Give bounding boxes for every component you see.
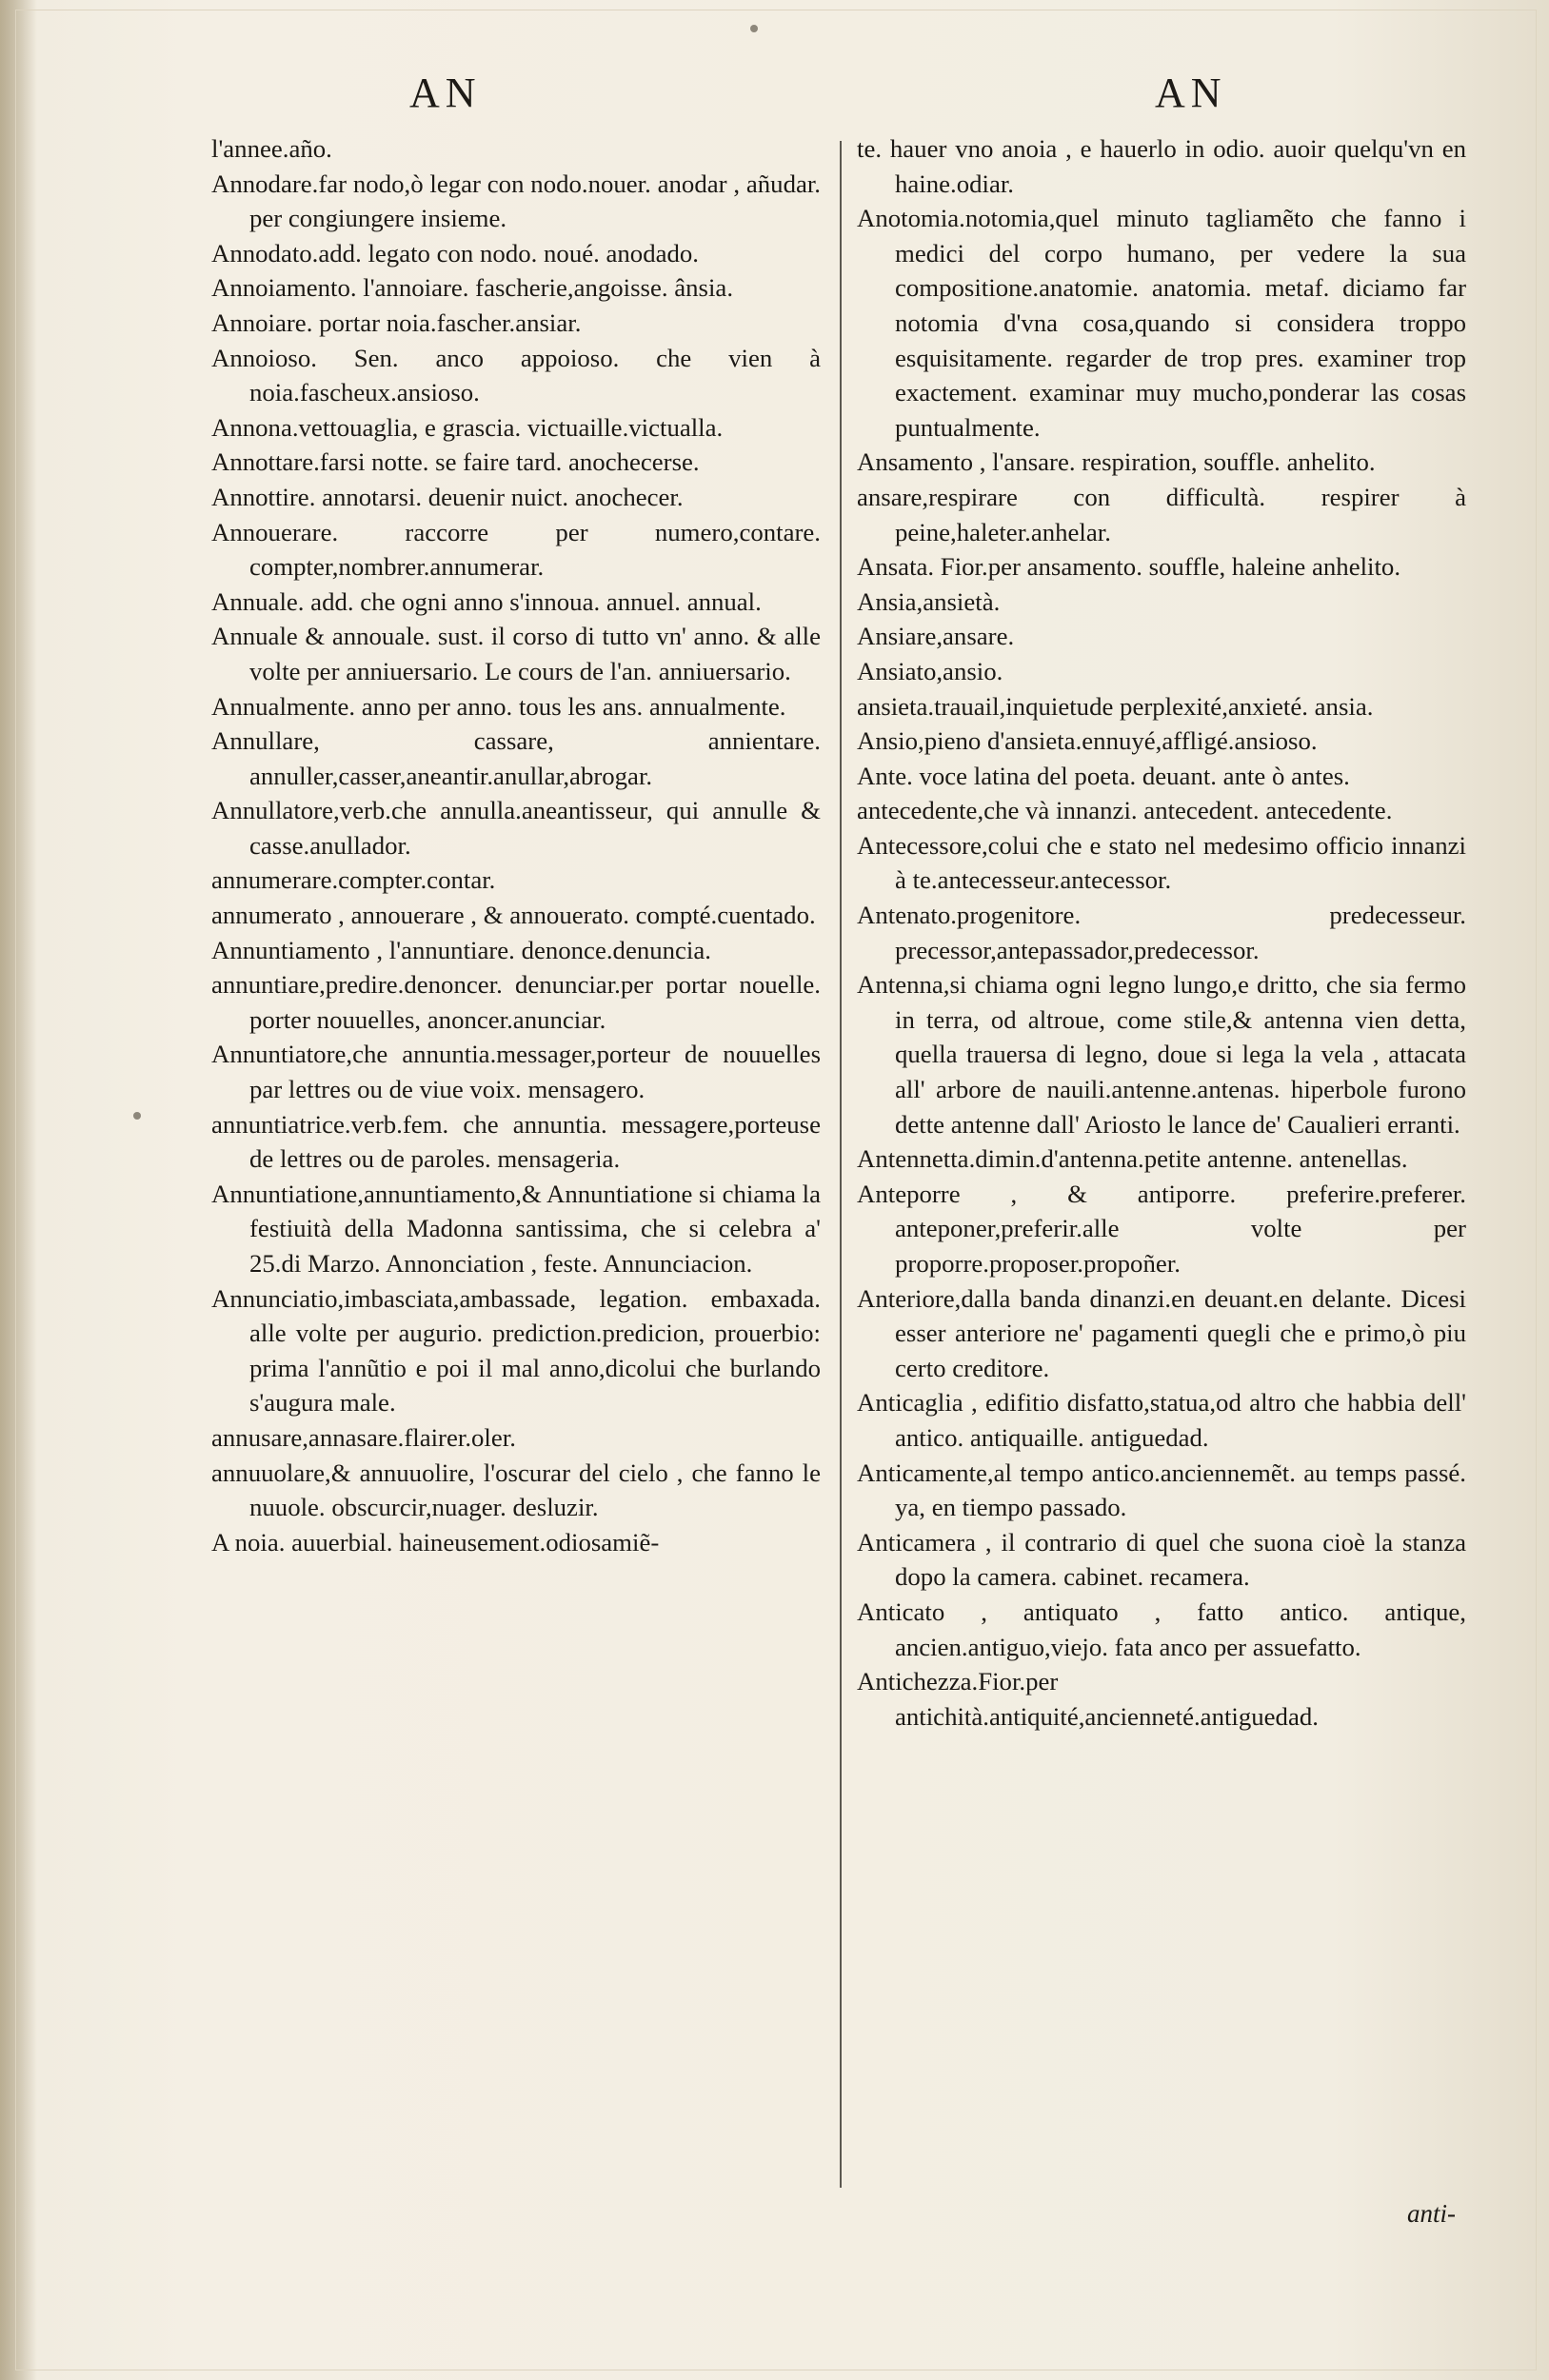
entry: Annullatore,verb.che annulla.aneantisseur, qui annulle & casse.anullador. [211,796,821,860]
entry: Antichezza.Fior.per antichità.antiquité,ancienneté.antiguedad. [857,1667,1319,1731]
entry: Annottare.farsi notte. se faire tard. anochecerse. [211,447,700,477]
entry: Ansio,pieno d'ansieta.ennuyé,affligé.ansioso. [857,726,1318,756]
entry: Antenato.progenitore. predecesseur. precessor,antepassador,predecessor. [857,901,1466,964]
entry: Anticaglia , edifitio disfatto,statua,od altro che habbia dell' antico. antiquaille. antiguedad. [857,1388,1466,1452]
entry: Annullare, cassare, annientare. annuller,casser,aneantir.anullar,abrogar. [211,726,821,790]
entry: Annodato.add. legato con nodo. noué. anodado. [211,238,699,268]
entry: Annodare.far nodo,ò legar con nodo.nouer. anodar , añudar. per congiungere insieme. [211,169,821,233]
entry: Anticamente,al tempo antico.anciennemẽt. au temps passé. ya, en tiempo passado. [857,1458,1466,1522]
entry: Ansiato,ansio. [857,656,1003,685]
entry: Annuntiamento , l'annuntiare. denonce.denuncia. [211,935,711,964]
entry: Antecessore,colui che e stato nel medesimo officio innanzi à te.antecesseur.antecessor. [857,830,1466,895]
left-column [211,131,821,1559]
entry: Anticato , antiquato , fatto antico. antique, ancien.antiguo,viejo. fata anco per assuefatto. [857,1597,1466,1661]
entry: annuntiare,predire.denoncer. denunciar.per portar nouelle. porter nouuelles, anoncer.anunciar. [211,970,821,1034]
entry: Annoioso. Sen. anco appoioso. che vien à noia.fascheux.ansioso. [211,343,821,407]
entry: Anteriore,dalla banda dinanzi.en deuant.en delante. Dicesi esser anteriore ne' pagamenti quegli che e primo,ò piu certo creditore. [857,1283,1466,1382]
entry: Annuntiatione,annuntiamento,& Annuntiatione si chiama la festiuità della Madonna santissima, che si celebra a' 25.di Marzo. Annonciation , feste. Annunciacion. [211,1179,822,1278]
entry: Ansamento , l'ansare. respiration, souffle. anhelito. [857,447,1376,477]
entry: Annottire. annotarsi. deuenir nuict. anochecer. [211,482,684,511]
entry: Ansiare,ansare. [857,622,1015,651]
entry: Anticamera , il contrario di quel che suona cioè la stanza dopo la camera. cabinet. recamera. [857,1527,1466,1592]
entry: annumerare.compter.contar. [211,865,496,895]
entry: annuntiatrice.verb.fem. che annuntia. messagere,porteuse de lettres ou de paroles. mensageria. [211,1109,821,1174]
entry: Annona.vettouaglia, e grascia. victuaille.victualla. [211,412,724,442]
entry: Ante. voce latina del poeta. deuant. ante ò antes. [857,761,1350,790]
running-head-left: AN [409,69,482,116]
entry: Ansata. Fior.per ansamento. souffle, haleine anhelito. [857,552,1401,582]
entry: annuuolare,& annuuolire, l'oscurar del cielo , che fanno le nuuole. obscurcir,nuager. desluzir. [211,1458,821,1522]
entry: antecedente,che và innanzi. antecedent. antecedente. [857,796,1393,825]
running-head-right: AN [1155,69,1227,116]
entry: Annoiamento. l'annoiare. fascherie,angoisse. ânsia. [211,273,734,303]
entry: annumerato , annouerare , & annouerato. compté.cuentado. [211,901,816,930]
ink-spot [750,25,758,32]
ink-spot [133,1112,141,1120]
entry: Ansia,ansietà. [857,586,1001,616]
column-divider [840,141,842,2188]
entry: Annuntiatore,che annuntia.messager,porteur de nouuelles par lettres ou de viue voix. mensagero. [211,1040,821,1104]
entry: Anotomia.notomia,quel minuto tagliamẽto che fanno i medici del corpo humano, per vedere la sua compositione.anatomie. anatomia. metaf. diciamo far notomia d'vna cosa,quando si considera troppo esquisitamente. regarder de trop pres. examiner trop exactement. examinar muy mucho,ponderar las cosas puntualmente. [857,204,1466,442]
entry: Annuale & annouale. sust. il corso di tutto vn' anno. & alle volte per anniuersario. Le cours de l'an. anniuersario. [211,622,821,685]
entry: Annouerare. raccorre per numero,contare. compter,nombrer.annumerar. [211,517,821,582]
entry: ansieta.trauail,inquietude perplexité,anxieté. ansia. [857,691,1374,721]
catchword: anti- [1407,2199,1456,2228]
entry: Anteporre , & antiporre. preferire.preferer. anteponer,preferir.alle volte per proporre.proposer.propoñer. [857,1179,1466,1278]
entry: ansare,respirare con difficultà. respirer à peine,haleter.anhelar. [857,482,1466,546]
entry: Annualmente. anno per anno. tous les ans. annualmente. [211,691,786,721]
entry: Annunciatio,imbasciata,ambassade, legation. embaxada. alle volte per augurio. prediction.predicion, prouerbio: prima l'annũtio e poi il mal anno,dicolui che burlando s'augura male. [211,1283,821,1418]
entry: te. hauer vno anoia , e hauerlo in odio. auoir quelqu'vn en haine.odiar. [857,134,1466,198]
entry: Annuale. add. che ogni anno s'innoua. annuel. annual. [211,586,762,616]
entry: annusare,annasare.flairer.oler. [211,1422,516,1452]
entry: Annoiare. portar noia.fascher.ansiar. [211,307,582,337]
entry: Antennetta.dimin.d'antenna.petite antenne. antenellas. [857,1144,1408,1174]
right-column [857,131,1466,1734]
entry: Antenna,si chiama ogni legno lungo,e dritto, che sia fermo in terra, od altroue, come stile,& antenna vien detta, quella trauersa di legno, doue si lega la vela , attacata all' arbore de nauili.antenne.antenas. hiperbole furono dette antenne dall' Ariosto le lance de' Caualieri erranti. [857,970,1466,1139]
entry: l'annee.año. [211,134,332,163]
entry: A noia. auuerbial. haineusement.odiosamiẽ- [211,1527,660,1557]
